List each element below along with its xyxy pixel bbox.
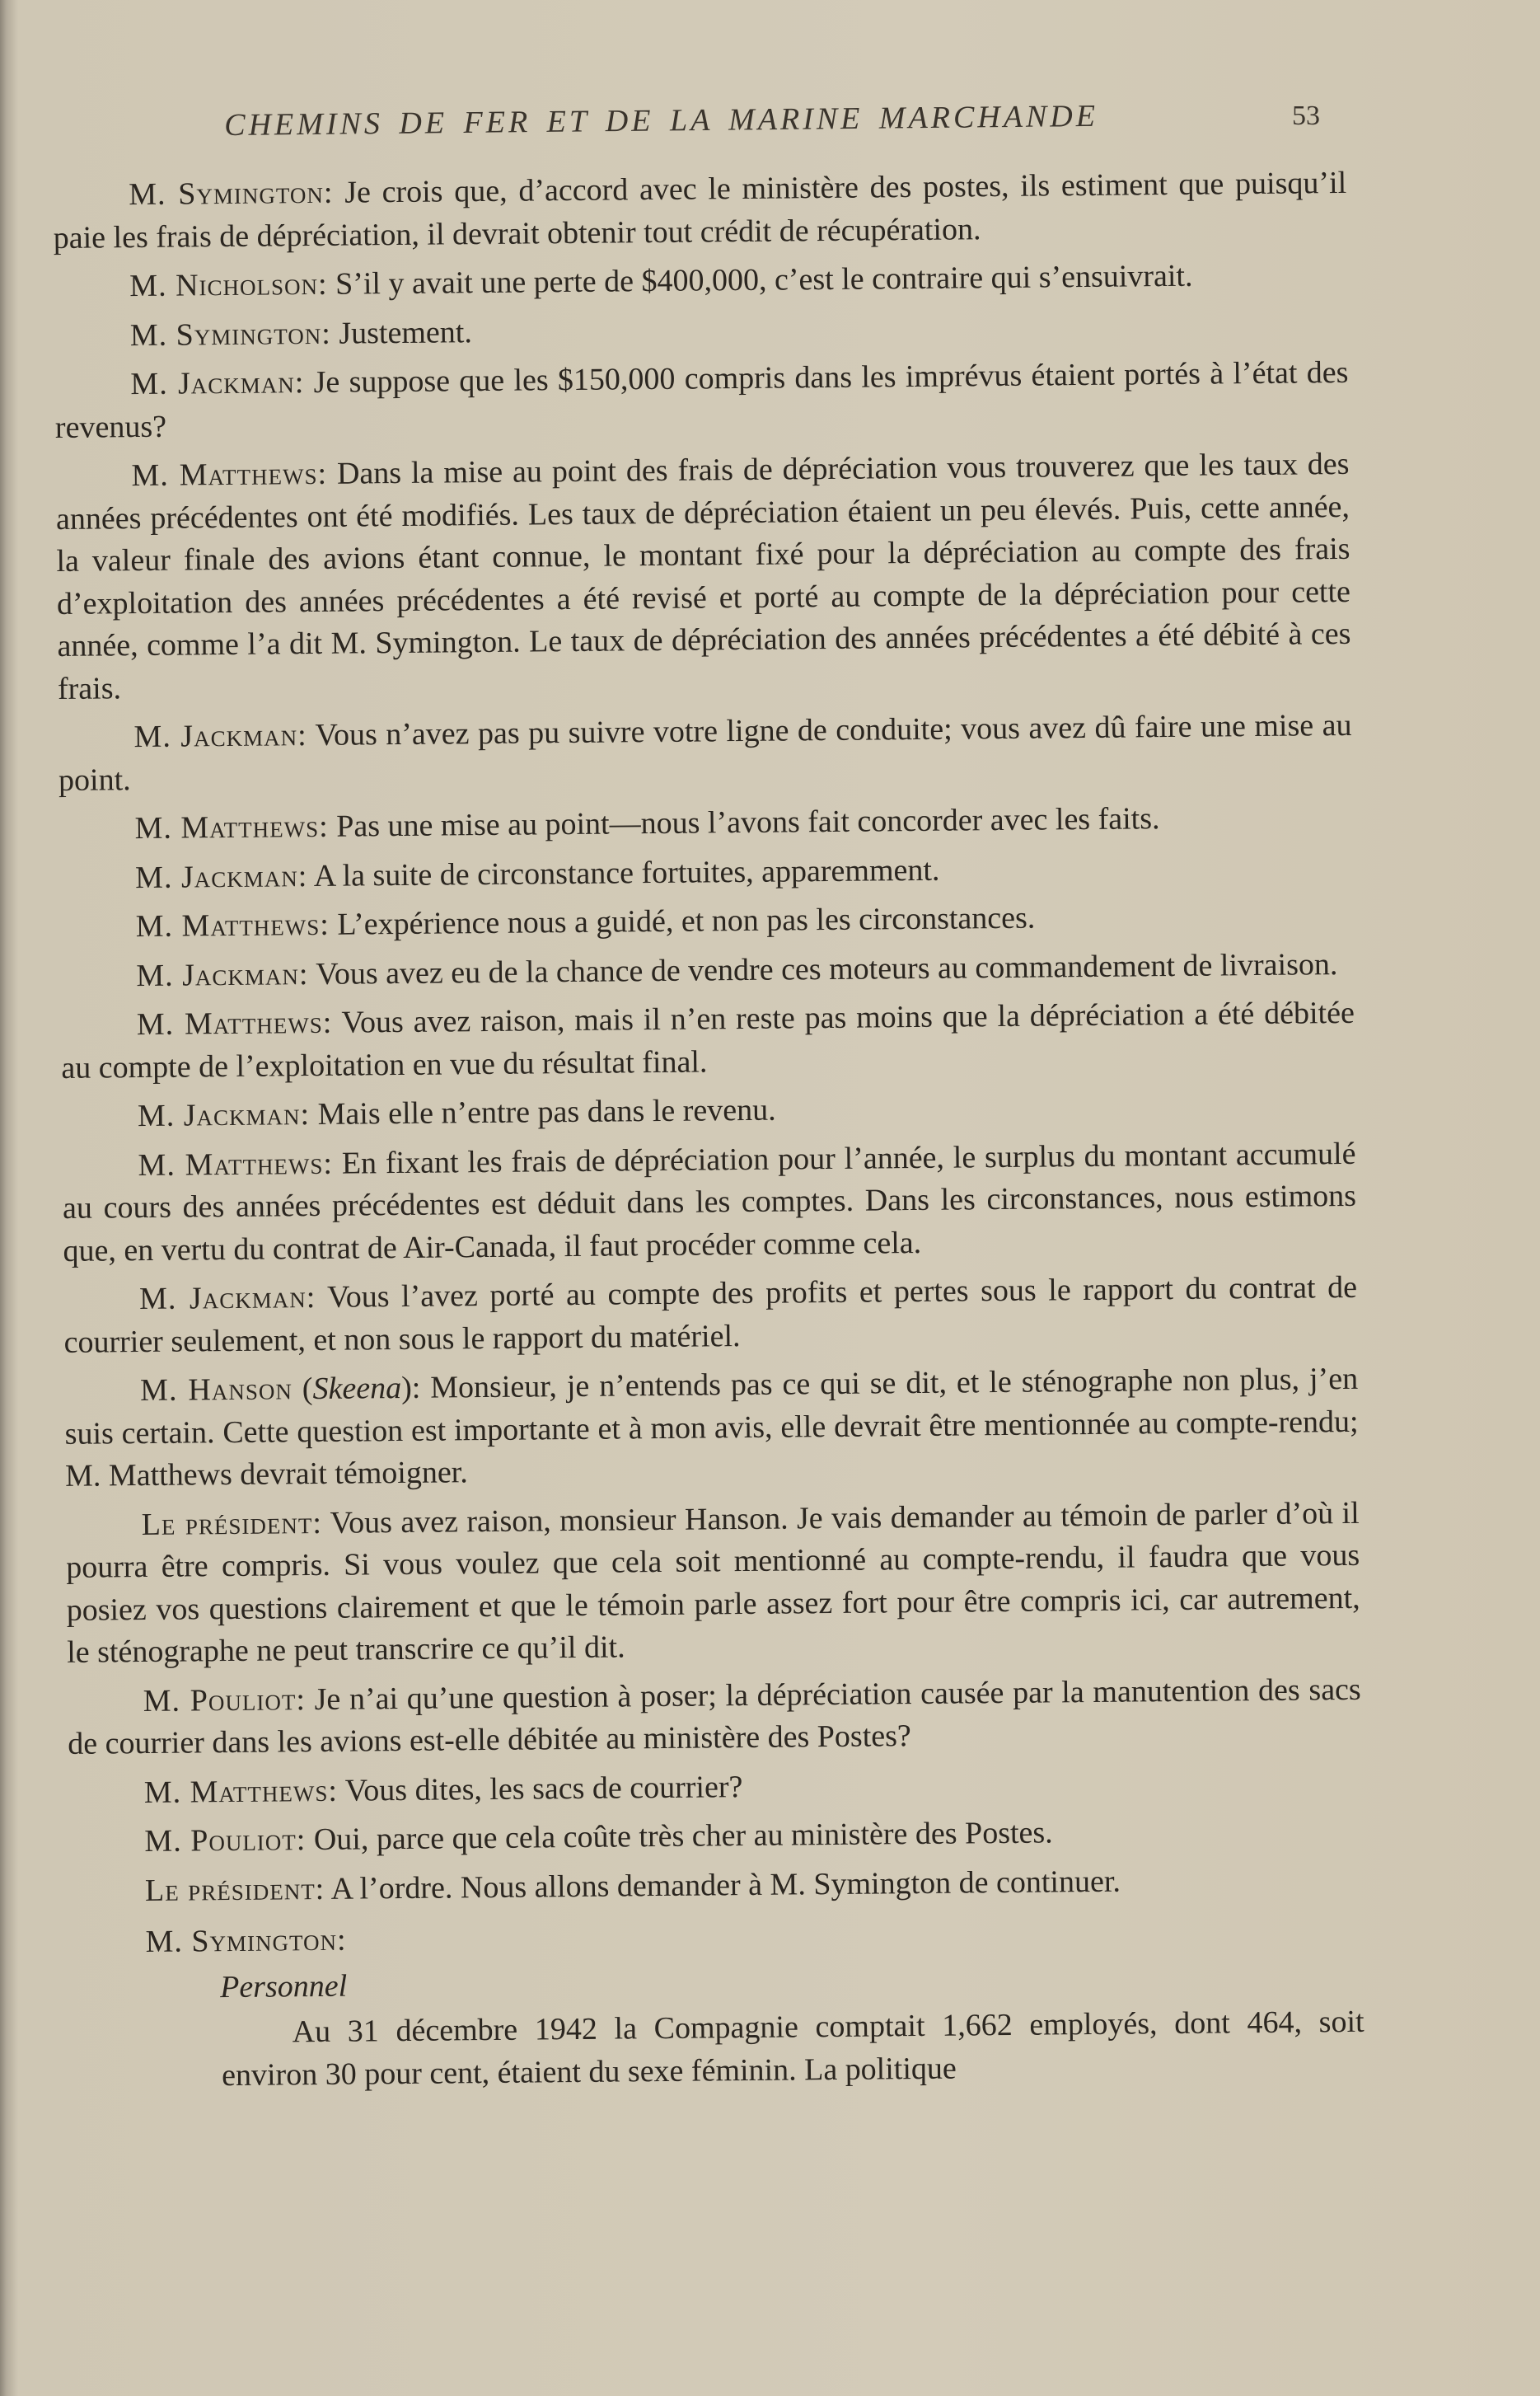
- speaker-name: M. Jackman:: [137, 1097, 311, 1134]
- speaker-name: Le président:: [141, 1505, 323, 1542]
- paragraph-text: A l’ordre. Nous allons demander à M. Symington de continuer.: [325, 1864, 1121, 1906]
- paragraph-text: Je n’ai qu’une question à poser; la dépréciation causée par la manutention des sacs de courrier dans les avions est-elle débitée au ministère des Postes?: [68, 1672, 1361, 1761]
- section-heading: Personnel: [219, 1968, 348, 2005]
- paragraph-text: L’expérience nous a guidé, et non pas les circonstances.: [329, 900, 1036, 942]
- paragraph: [58, 705, 1352, 802]
- paragraph: [69, 1858, 1363, 1913]
- speaker-name: M. Matthews:: [138, 1146, 334, 1183]
- speaker-name: M. Pouliot:: [143, 1681, 307, 1718]
- paragraph-text: Justement.: [330, 314, 473, 351]
- section-paragraph: Au 31 décembre 1942 la Compagnie comptait 1,662 employés, dont 464, soit environ 30 pour cent, étaient du sexe féminin. La politique: [221, 2004, 1364, 2093]
- paragraph: [61, 992, 1355, 1090]
- paragraph-text: Oui, parce que cela coûte très cher au ministère des Postes.: [306, 1815, 1053, 1858]
- speaker-name: M. Jackman:: [138, 1279, 316, 1317]
- speaker-name: M. Matthews:: [136, 1005, 333, 1043]
- paragraph-text: : Monsieur, je n’entends pas ce qui se dit, et le sténographe non plus, j’en suis certain. Cette question est importante et à mon avis, elle devrait être mentionnée au compte-rendu; M. Matthews devrait témoigner.: [64, 1361, 1359, 1493]
- speaker-name: M. Matthews:: [143, 1773, 339, 1810]
- speaker-name: M. Jackman:: [136, 956, 309, 993]
- speaker-name: Le président:: [144, 1871, 325, 1908]
- paragraph-text: Je crois que, d’accord avec le ministère des postes, ils estiment que puisqu’il paie les frais de dépréciation, il devrait obtenir tout crédit de récupération.: [53, 165, 1347, 256]
- paragraph: [68, 1809, 1362, 1864]
- paragraph: [68, 1668, 1362, 1765]
- page-number: 53: [1292, 101, 1320, 131]
- paragraph-text: Je suppose que les $150,000 compris dans les imprévus étaient portés à l’état des revenus?: [54, 354, 1349, 445]
- paragraph-text: Dans la mise au point des frais de dépréciation vous trouverez que les taux des années précédentes ont été modifiés. Les taux de dépréciation étaient un peu élevés. Puis, cette année, la valeur finale des avions étant connue, le montant fixé pour la dépréciation au compte des frais d’exploitation des années précédentes a été revisé et porté au compte de la dépréciation pour cette année, comme l’a dit M. Symington. Le taux de dépréciation des années précédentes a été débité à ces frais.: [55, 446, 1351, 706]
- speaker-name: M. Jackman:: [134, 858, 308, 895]
- paragraph: [60, 894, 1354, 949]
- paragraph: [62, 1132, 1356, 1273]
- paragraph: [54, 254, 1347, 309]
- paragraph-text: Mais elle n’entre pas dans le revenu.: [309, 1092, 776, 1132]
- paragraph-text: En fixant les frais de dépréciation pour l’année, le surplus du montant accumulé au cours des années précédentes est déduit dans les comptes. Dans les circonstances, nous estimons que, en vertu du contrat de Air-Canada, il faut procéder comme cela.: [62, 1136, 1357, 1268]
- paragraph: [60, 943, 1354, 998]
- paragraph-text: S’il y avait une perte de $400,000, c’est le contraire qui s’ensuivrait.: [327, 258, 1193, 302]
- speaker-name: M. Matthews:: [134, 809, 329, 846]
- speaker-name: M. Matthews:: [135, 907, 330, 945]
- running-title: CHEMINS DE FER ET DE LA MARINE MARCHANDE: [224, 98, 1099, 143]
- paragraph-text: Vous avez raison, mais il n’en reste pas moins que la dépréciation a été débitée au compte de l’exploitation en vue du résultat final.: [61, 995, 1355, 1085]
- speaker-name: M. Symington:: [129, 175, 334, 213]
- speaker-name: M. Jackman:: [130, 365, 305, 402]
- speaker-name: M. Hanson: [139, 1371, 293, 1409]
- speaker-name: M. Jackman:: [133, 718, 307, 755]
- speaker-name: M. Pouliot:: [144, 1822, 307, 1859]
- paragraph-text: Vous avez raison, monsieur Hanson. Je vais demander au témoin de parler d’où il pourra être compris. Si vous voulez que cela soit mentionné au compte-rendu, il faudra que vous posiez vos questions clairement et que le témoin parle assez fort pour être compris ici, car autrement, le sténographe ne peut transcrire ce qu’il dit.: [66, 1495, 1360, 1670]
- page-body: [53, 162, 1364, 2098]
- paragraph: [65, 1492, 1360, 1674]
- speaker-name: M. Nicholson:: [129, 266, 328, 304]
- paragraph: [68, 1760, 1362, 1815]
- speaker-name: M. Matthews:: [131, 456, 328, 494]
- paragraph-text: Vous dites, les sacs de courrier?: [337, 1769, 743, 1808]
- paragraph: [54, 302, 1348, 358]
- paragraph-text: Pas une mise au point—nous l’avons fait concorder avec les faits.: [328, 801, 1160, 844]
- speaker-riding: Skeena: [312, 1371, 402, 1407]
- paragraph-text: Vous l’avez porté au compte des profits et pertes sous le rapport du contrat de courrier seulement, et non sous le rapport du matériel.: [63, 1269, 1358, 1360]
- paragraph: [54, 352, 1349, 449]
- paragraph: [53, 162, 1347, 260]
- paragraph-text: Vous avez eu de la chance de vendre ces moteurs au commandement de livraison.: [308, 946, 1338, 992]
- speaker-name: M. Symington:: [145, 1922, 347, 1960]
- paragraph: [55, 443, 1351, 710]
- paragraph: M. Hanson (Skeena): Monsieur, je n’entends pas ce qui se dit, et le sténographe non plus, j’en suis certain. Cette question est importante et à mon avis, elle devrait être mentionnée au compte-rendu; M. Matthews devrait témoigner.: [64, 1361, 1359, 1493]
- paragraph-text: Vous n’avez pas pu suivre votre ligne de conduite; vous avez dû faire une mise au point.: [58, 707, 1352, 798]
- page-header: [0, 98, 1540, 150]
- paragraph: [63, 1267, 1358, 1364]
- speaker-name: M. Symington:: [129, 316, 332, 353]
- paragraph: [59, 796, 1352, 851]
- paragraph: [62, 1084, 1355, 1139]
- paragraph-text: A la suite de circonstance fortuites, apparemment.: [307, 852, 940, 893]
- paragraph: [59, 845, 1353, 900]
